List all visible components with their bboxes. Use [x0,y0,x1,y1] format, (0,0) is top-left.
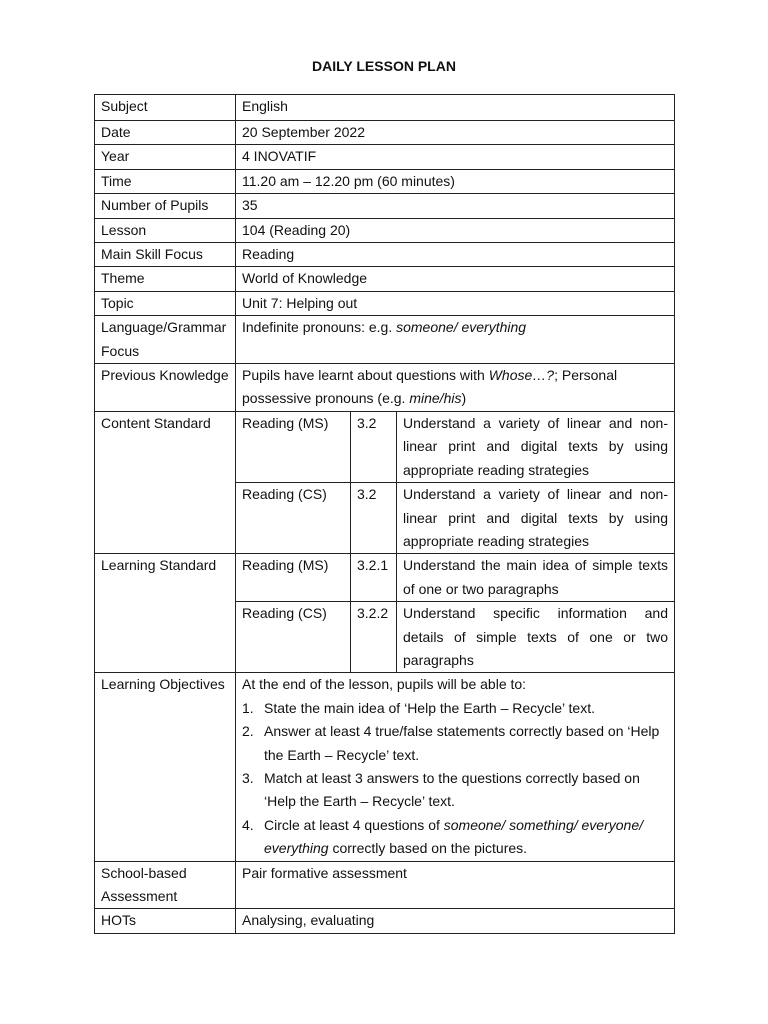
row-grammar [95,316,675,364]
label-time: Time [95,169,236,193]
content-standard-cell [236,411,675,553]
row-theme [95,267,675,291]
cs-skill: Reading (CS) [236,483,351,554]
cs-text: Understand a variety of linear and non-linear print and digital texts by using appropriate reading strategies [397,483,675,554]
value-lesson: 104 (Reading 20) [236,218,675,242]
objectives-list [242,697,668,861]
label-theme: Theme [95,267,236,291]
lesson-plan-table [94,94,675,934]
value-topic: Unit 7: Helping out [236,291,675,315]
ls-skill: Reading (CS) [236,602,351,673]
row-assessment [95,861,675,909]
row-learning-standard [95,554,675,673]
grammar-text: Indefinite pronouns: e.g. [242,319,397,336]
content-standard-row [236,483,674,554]
objective-item [242,697,668,720]
row-topic [95,291,675,315]
cs-code: 3.2 [351,412,397,483]
label-lesson: Lesson [95,218,236,242]
row-subject [95,95,675,121]
row-objectives [95,673,675,861]
learning-standard-table [236,554,674,672]
objective-number: 4. [242,816,254,833]
row-year [95,145,675,169]
label-skill: Main Skill Focus [95,243,236,267]
learning-standard-row [236,602,674,673]
objective-text: State the main idea of ‘Help the Earth – Recycle’ text. [264,699,595,716]
objectives-intro: At the end of the lesson, pupils will be able to: [242,676,527,693]
objective-number: 3. [242,769,254,786]
label-objectives: Learning Objectives [95,673,236,861]
objective-text: Answer at least 4 true/false statements correctly based on ‘Help the Earth – Recycle’ text. [264,723,660,763]
objective-text: Circle at least 4 questions of [264,816,444,833]
learning-standard-cell [236,554,675,673]
ls-text: Understand the main idea of simple texts of one or two paragraphs [397,554,675,601]
value-year: 4 INOVATIF [236,145,675,169]
value-time: 11.20 am – 12.20 pm (60 minutes) [236,169,675,193]
label-date: Date [95,121,236,145]
row-pupils [95,194,675,218]
value-previous [236,364,675,412]
label-subject: Subject [95,95,236,121]
previous-text-2: ; Personal possessive pronouns (e.g. [242,367,618,407]
objective-italic: someone/ something/ everyone/ everything [264,816,643,857]
label-content-standard: Content Standard [95,411,236,553]
ls-code: 3.2.1 [351,554,397,601]
ls-skill: Reading (MS) [242,557,329,574]
value-pupils: 35 [236,194,675,218]
cs-code: 3.2 [351,483,397,554]
objective-item [242,814,668,861]
row-skill [95,243,675,267]
previous-italic-1: Whose…? [488,367,555,384]
value-theme: World of Knowledge [236,267,675,291]
row-date [95,121,675,145]
objective-text: Match at least 3 answers to the questions correctly based on ‘Help the Earth – Recycle’ text. [264,769,640,810]
label-year: Year [95,145,236,169]
row-content-standard [95,411,675,553]
label-learning-standard: Learning Standard [95,554,236,673]
row-previous [95,364,675,412]
label-hots: HOTs [95,909,236,933]
value-skill: Reading [236,243,675,267]
grammar-example: someone/ everything [396,319,527,336]
cs-text: Understand a variety of linear and non-linear print and digital texts by using appropriate reading strategies [397,412,675,483]
content-standard-table [236,412,674,553]
objective-item [242,767,668,814]
value-subject: English [236,95,675,121]
objective-item [242,720,668,767]
document-title: DAILY LESSON PLAN [312,58,456,74]
row-lesson [95,218,675,242]
value-date: 20 September 2022 [236,121,675,145]
previous-text-3: ) [461,390,467,407]
label-pupils: Number of Pupils [95,194,236,218]
row-time [95,169,675,193]
previous-italic-2: mine/his [409,390,462,407]
objective-text-end: correctly based on the pictures. [328,840,528,857]
learning-standard-row [236,554,674,601]
value-assessment: Pair formative assessment [236,861,675,909]
objective-number: 1. [242,699,254,716]
cs-skill: Reading (MS) [242,414,329,431]
value-hots: Analysing, evaluating [236,909,675,933]
label-assessment: School-based Assessment [95,861,236,909]
ls-code: 3.2.2 [351,602,397,673]
objective-number: 2. [242,723,254,740]
previous-text-1: Pupils have learnt about questions with [242,367,489,384]
row-hots [95,909,675,933]
value-grammar [236,316,675,364]
label-topic: Topic [95,291,236,315]
content-standard-row [236,412,674,483]
ls-text: Understand specific information and details of simple texts of one or two paragraphs [397,602,675,673]
objectives-cell [236,673,675,861]
label-previous: Previous Knowledge [95,364,236,412]
label-grammar: Language/Grammar Focus [95,316,236,364]
